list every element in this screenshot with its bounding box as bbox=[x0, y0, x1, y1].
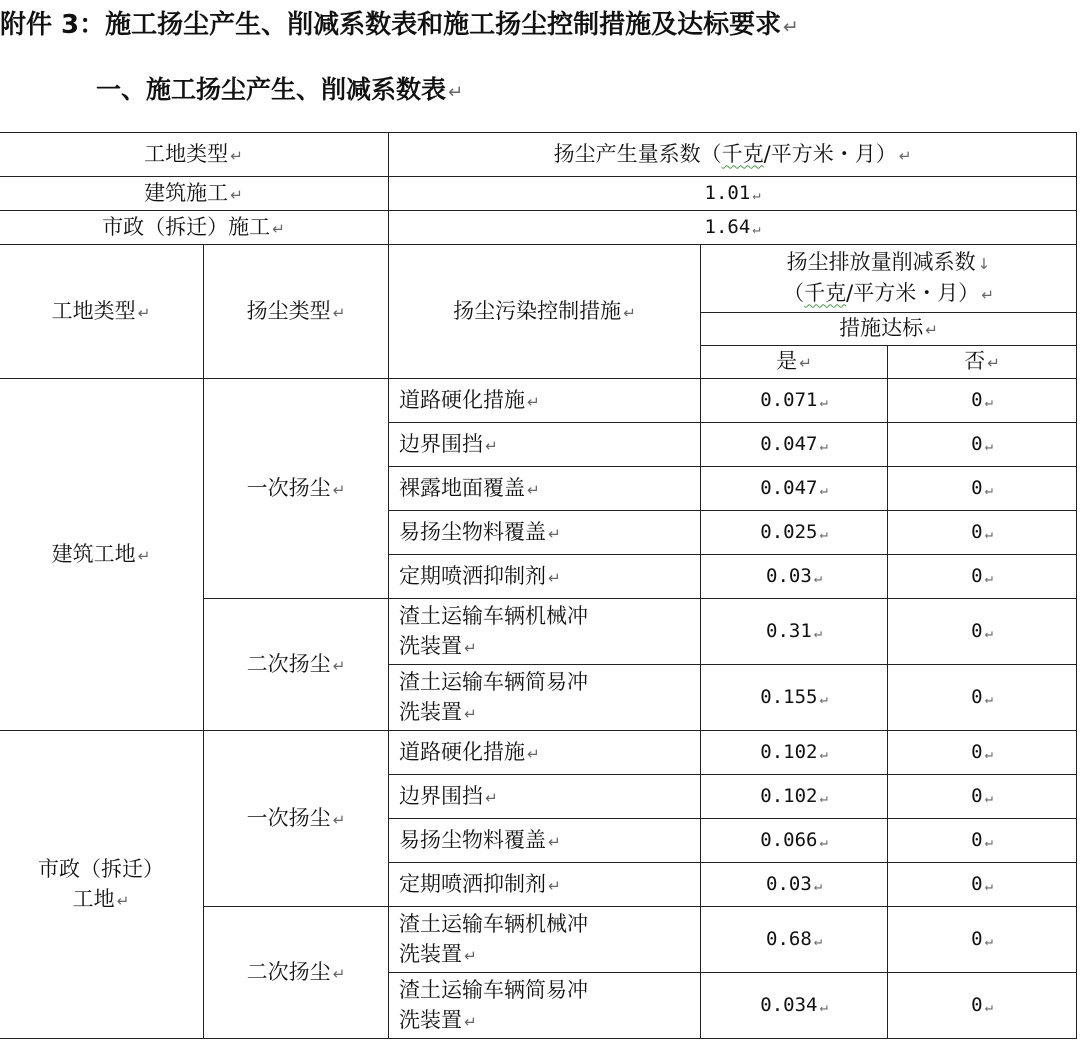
measure-cell: 渣土运输车辆机械冲 洗装置 ↵ bbox=[389, 907, 701, 973]
paragraph-mark-icon: ↵ bbox=[984, 624, 993, 641]
header-cell: 扬尘产生量系数（千克/平方米・月） ↵ bbox=[389, 133, 1077, 177]
dust-coefficient-table bbox=[0, 132, 1077, 1039]
paragraph-mark-icon: ↵ bbox=[984, 789, 993, 806]
paragraph-mark-icon: ↵ bbox=[984, 569, 993, 586]
paragraph-mark-icon: ↵ bbox=[548, 832, 561, 851]
paragraph-mark-icon: ↵ bbox=[819, 525, 828, 542]
yes-value-cell: 0.066 ↵ bbox=[701, 819, 888, 863]
paragraph-mark-icon: ↵ bbox=[137, 546, 151, 565]
header-cell: 工地类型 ↵ bbox=[0, 133, 389, 177]
paragraph-mark-icon: ↵ bbox=[984, 833, 993, 850]
paragraph-mark-icon: ↵ bbox=[819, 481, 828, 498]
no-value-cell: 0 ↵ bbox=[888, 907, 1077, 973]
yes-value-cell: 0.03 ↵ bbox=[701, 555, 888, 599]
no-value-cell: 0 ↵ bbox=[888, 973, 1077, 1039]
header-cell: 扬尘污染控制措施 ↵ bbox=[389, 245, 701, 379]
measure-cell: 渣土运输车辆机械冲 洗装置 ↵ bbox=[389, 599, 701, 665]
paragraph-mark-icon: ↵ bbox=[464, 704, 477, 723]
measure-cell: 边界围挡 ↵ bbox=[389, 423, 701, 467]
dust-type-cell: 二次扬尘 ↵ bbox=[204, 907, 389, 1039]
yes-value-cell: 0.034 ↵ bbox=[701, 973, 888, 1039]
paragraph-mark-icon: ↵ bbox=[813, 877, 823, 894]
paragraph-mark-icon: ↵ bbox=[819, 998, 828, 1015]
paragraph-mark-icon: ↵ bbox=[984, 745, 993, 762]
yes-value-cell: 0.31 ↵ bbox=[701, 599, 888, 665]
paragraph-mark-icon: ↵ bbox=[548, 568, 561, 587]
yes-value-cell: 0.047 ↵ bbox=[701, 467, 888, 511]
dust-type-cell: 一次扬尘 ↵ bbox=[204, 379, 389, 599]
yes-value-cell: 0.03 ↵ bbox=[701, 863, 888, 907]
paragraph-mark-icon: ↵ bbox=[813, 569, 823, 586]
no-value-cell: 0 ↵ bbox=[888, 775, 1077, 819]
header-cell: 工地类型 ↵ bbox=[0, 245, 204, 379]
paragraph-mark-icon: ↵ bbox=[464, 638, 477, 657]
measure-cell: 定期喷洒抑制剂 ↵ bbox=[389, 863, 701, 907]
table-row bbox=[0, 211, 1077, 245]
paragraph-mark-icon: ↵ bbox=[984, 393, 993, 410]
paragraph-mark-icon: ↵ bbox=[752, 186, 761, 203]
paragraph-mark-icon: ↵ bbox=[984, 525, 993, 542]
measure-cell: 渣土运输车辆简易冲 洗装置 ↵ bbox=[389, 665, 701, 731]
no-value-cell: 0 ↵ bbox=[888, 467, 1077, 511]
yes-value-cell: 0.025 ↵ bbox=[701, 511, 888, 555]
site-type-cell: 市政（拆迁） 工地 ↵ bbox=[0, 731, 204, 1039]
paragraph-mark-icon: ↵ bbox=[332, 810, 346, 829]
paragraph-mark-icon: ↵ bbox=[819, 690, 828, 707]
paragraph-mark-icon: ↵ bbox=[984, 481, 993, 498]
paragraph-mark-icon: ↵ bbox=[984, 877, 993, 894]
paragraph-mark-icon: ↵ bbox=[527, 480, 540, 499]
no-value-cell: 0 ↵ bbox=[888, 511, 1077, 555]
paragraph-mark-icon: ↵ bbox=[984, 437, 993, 454]
site-type-cell: 建筑施工 ↵ bbox=[0, 177, 389, 211]
no-value-cell: 0 ↵ bbox=[888, 599, 1077, 665]
table-row bbox=[0, 133, 1077, 177]
dust-type-cell: 一次扬尘 ↵ bbox=[204, 731, 389, 907]
no-value-cell: 0 ↵ bbox=[888, 665, 1077, 731]
table-row bbox=[0, 731, 1077, 775]
site-type-cell: 市政（拆迁）施工 ↵ bbox=[0, 211, 389, 245]
paragraph-mark-icon: ↵ bbox=[464, 1012, 477, 1031]
paragraph-mark-icon: ↵ bbox=[925, 321, 938, 339]
paragraph-mark-icon: ↵ bbox=[464, 946, 477, 965]
table-row bbox=[0, 177, 1077, 211]
header-cell: 措施达标 ↵ bbox=[701, 313, 1077, 346]
measure-cell: 渣土运输车辆简易冲 洗装置 ↵ bbox=[389, 973, 701, 1039]
measure-cell: 道路硬化措施 ↵ bbox=[389, 731, 701, 775]
yes-value-cell: 0.155 ↵ bbox=[701, 665, 888, 731]
measure-cell: 易扬尘物料覆盖 ↵ bbox=[389, 819, 701, 863]
paragraph-mark-icon: ↵ bbox=[527, 392, 540, 411]
measure-cell: 定期喷洒抑制剂 ↵ bbox=[389, 555, 701, 599]
paragraph-mark-icon: ↵ bbox=[987, 354, 1000, 372]
yes-value-cell: 0.071 ↵ bbox=[701, 379, 888, 423]
section-title: 一、施工扬尘产生、削减系数表 ↵ bbox=[96, 75, 464, 104]
no-value-cell: 0 ↵ bbox=[888, 863, 1077, 907]
yes-value-cell: 0.102 ↵ bbox=[701, 731, 888, 775]
paragraph-mark-icon: ↵ bbox=[799, 354, 812, 372]
paragraph-mark-icon: ↵ bbox=[332, 964, 346, 983]
paragraph-mark-icon: ↵ bbox=[981, 285, 994, 304]
paragraph-mark-icon: ↵ bbox=[819, 789, 828, 806]
paragraph-mark-icon: ↵ bbox=[819, 437, 828, 454]
paragraph-mark-icon: ↵ bbox=[137, 303, 151, 322]
paragraph-mark-icon: ↵ bbox=[332, 480, 346, 499]
paragraph-mark-icon: ↵ bbox=[485, 788, 498, 807]
paragraph-mark-icon: ↵ bbox=[813, 624, 823, 641]
no-value-cell: 0 ↵ bbox=[888, 379, 1077, 423]
paragraph-mark-icon: ↵ bbox=[984, 932, 993, 949]
site-type-cell: 建筑工地 ↵ bbox=[0, 379, 204, 731]
measure-cell: 裸露地面覆盖 ↵ bbox=[389, 467, 701, 511]
paragraph-mark-icon: ↵ bbox=[527, 744, 540, 763]
yes-value-cell: 0.68 ↵ bbox=[701, 907, 888, 973]
paragraph-mark-icon: ↵ bbox=[898, 146, 912, 165]
paragraph-mark-icon: ↵ bbox=[984, 998, 993, 1015]
paragraph-mark-icon: ↵ bbox=[332, 303, 346, 322]
paragraph-mark-icon: ↵ bbox=[230, 146, 243, 165]
header-cell: 是 ↵ bbox=[701, 346, 888, 379]
yes-value-cell: 0.102 ↵ bbox=[701, 775, 888, 819]
measure-cell: 道路硬化措施 ↵ bbox=[389, 379, 701, 423]
document-title: 附件 3：施工扬尘产生、削减系数表和施工扬尘控制措施及达标要求 ↵ bbox=[0, 10, 799, 40]
no-value-cell: 0 ↵ bbox=[888, 423, 1077, 467]
no-value-cell: 0 ↵ bbox=[888, 731, 1077, 775]
paragraph-mark-icon: ↵ bbox=[813, 932, 823, 949]
paragraph-mark-icon: ↵ bbox=[984, 690, 993, 707]
header-cell: 扬尘排放量削减系数 ↓ （千克/平方米・月） ↵ bbox=[701, 245, 1077, 313]
paragraph-mark-icon: ↵ bbox=[623, 303, 636, 322]
table-row bbox=[0, 379, 1077, 423]
paragraph-mark-icon: ↵ bbox=[752, 220, 761, 237]
paragraph-mark-icon: ↵ bbox=[230, 185, 243, 204]
paragraph-mark-icon: ↵ bbox=[448, 82, 464, 103]
header-cell: 否 ↵ bbox=[888, 346, 1077, 379]
paragraph-mark-icon: ↵ bbox=[548, 524, 561, 543]
no-value-cell: 0 ↵ bbox=[888, 819, 1077, 863]
paragraph-mark-icon: ↵ bbox=[116, 891, 130, 910]
table-row bbox=[0, 245, 1077, 313]
paragraph-mark-icon: ↵ bbox=[783, 17, 799, 38]
yes-value-cell: 0.047 ↵ bbox=[701, 423, 888, 467]
coefficient-cell: 1.64 ↵ bbox=[389, 211, 1077, 245]
paragraph-mark-icon: ↵ bbox=[272, 219, 285, 238]
paragraph-mark-icon: ↵ bbox=[819, 745, 828, 762]
coefficient-cell: 1.01 ↵ bbox=[389, 177, 1077, 211]
paragraph-mark-icon: ↵ bbox=[332, 656, 346, 675]
paragraph-mark-icon: ↵ bbox=[485, 436, 498, 455]
paragraph-mark-icon: ↵ bbox=[819, 393, 828, 410]
measure-cell: 易扬尘物料覆盖 ↵ bbox=[389, 511, 701, 555]
no-value-cell: 0 ↵ bbox=[888, 555, 1077, 599]
dust-type-cell: 二次扬尘 ↵ bbox=[204, 599, 389, 731]
header-cell: 扬尘类型 ↵ bbox=[204, 245, 389, 379]
measure-cell: 边界围挡 ↵ bbox=[389, 775, 701, 819]
paragraph-mark-icon: ↵ bbox=[819, 833, 828, 850]
paragraph-mark-icon: ↓ bbox=[977, 254, 991, 273]
paragraph-mark-icon: ↵ bbox=[548, 876, 561, 895]
